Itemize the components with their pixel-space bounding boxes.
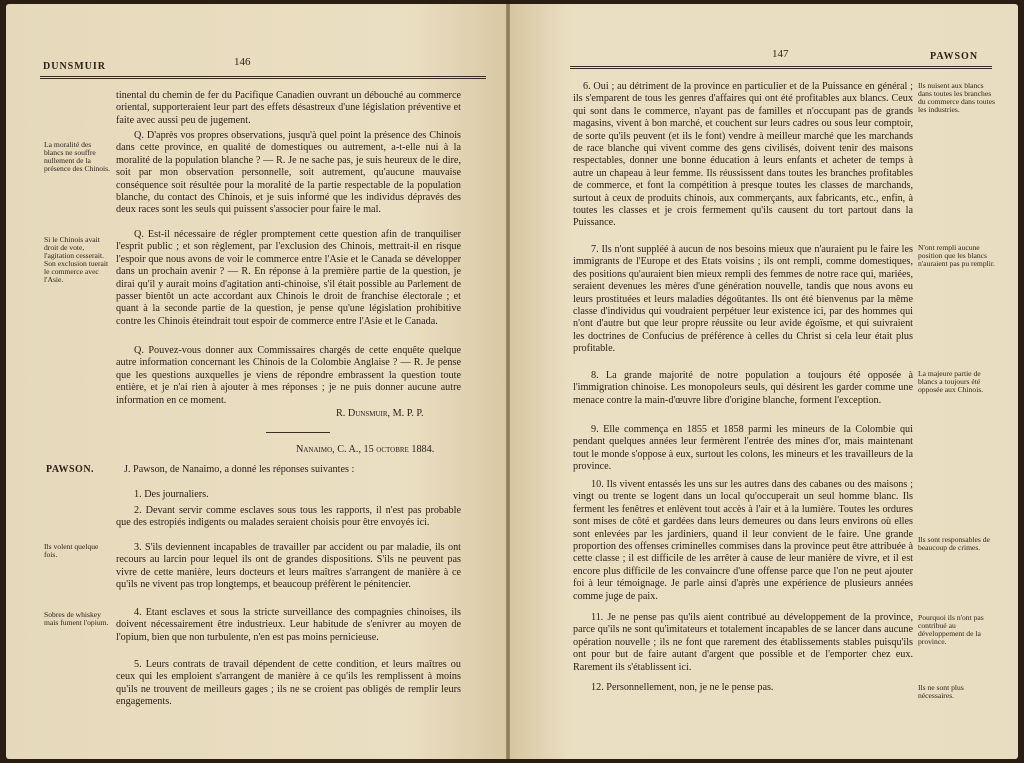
margin-note: Si le Chinois avait droit de vote, l'agitation cesserait. Son exclusion tuerait le commerce avec l'Asie. — [44, 235, 109, 284]
answer-8: 8. La grande majorité de notre population a toujours été opposée à l'immigration chinoise. Les monopoleurs seuls, qui désirent les garder comme une menace contre la main-d'œuvre libre d'origine blanche, forment l'exception. — [573, 370, 913, 406]
answer-7: 7. Ils n'ont suppléé à aucun de nos besoins mieux que n'auraient pu le faire les immigrants de l'Europe et des Etats voisins ; ils ont rempli, comme domestiques, des positions qu'auraient bien mieux rempli des femmes de notre race qui, mariées, seraient devenues les mères d'une génération nouvelle, tandis que nous avons eu leurs prostituées et leurs maladies dégoûtantes. Ils ont été bienvenus par la même classe d'individus qui voudraient perpétuer leur existence ici, par des hommes qui n'ont d'autre but que leur propre réussite ou leur avide égoïsme, et qui suivraient les doctrines de Confucius de préférence à celles du Christ si cela leur était plus profitable. — [573, 244, 913, 355]
margin-note: N'ont rempli aucune position que les blancs n'auraient pas pu remplir. — [918, 243, 995, 268]
left-page — [6, 4, 506, 759]
margin-note: Pourquoi ils n'ont pas contribué au développement de la province. — [918, 613, 984, 646]
answer-6: 6. Oui ; au détriment de la province en particulier et de la Puissance en général ; ils s'emparent de tous les genres d'affaires qui ont été profitables aux blancs. Ceux qui sont dans le commerce, n'ayant pas de familles et n'occupant pas de grands magasins, vivent à bon marché, et couchent sur leurs cadres ou sous leur comptoir, de sorte qu'ils peuvent (et ils le font) vendre à meilleur marché que les marchands de race blanche qui vivent comme des gens civilisés, doivent tenir des maisons respectables, donner une bonne éducation à leurs enfants et acheter de temps à autre un chapeau à leur femme. Ils réussissent dans toutes les branches profitables de commerce, et font la compétition à presque toutes les classes de marchands, surtout à ceux de produits chinois, aux commerçants, aux fabricants, etc., enfin, à toutes les classes et je crois fermement qu'ils causent du tort partout dans la Puissance. — [573, 81, 913, 229]
answer-12: 12. Personnellement, non, je ne le pense pas. — [591, 682, 774, 693]
answer-11: 11. Je ne pense pas qu'ils aient contribué au développement de la province, parce qu'ils ne sont qu'imitateurs et totalement incapables de se lancer dans aucune opération nouvelle ; ils ne font que rarement des établissements stables puisqu'ils ont pour but de faire autant d'argent que possible et de l'emporter chez eux. Rarement ils s'établissent ici. — [573, 612, 913, 673]
paragraph: J. Pawson, de Nanaimo, a donné les réponses suivantes : — [124, 464, 355, 475]
section-divider — [266, 432, 330, 433]
running-head-right: PAWSON — [930, 51, 979, 62]
margin-note: Sobres de whiskey mais fument l'opium. — [44, 610, 109, 627]
answer-9: 9. Elle commença en 1855 et 1858 parmi les mineurs de la Colombie qui pendant quelques années leur fermèrent l'entrée des mines d'or, mais maintenant tout le monde s'oppose à eux, surtout les colons, les mineurs et les travailleurs de la province. — [573, 424, 913, 473]
margin-note: Ils sont responsables de beaucoup de crimes. — [918, 535, 990, 552]
answer-1: 1. Des journaliers. — [134, 489, 209, 500]
answer-4: 4. Etant esclaves et sous la stricte surveillance des compagnies chinoises, ils doivent nécessairement être industrieux. Leur habitude de s'enivrer au moyen de l'opium, bien que non turbulente, n'en est pas moins pernicieuse. — [116, 607, 461, 643]
margin-note: La majeure partie de blancs a toujours été opposée aux Chinois. — [918, 369, 984, 394]
margin-note: Ils volent quelque fois. — [44, 542, 99, 559]
running-head-left: DUNSMUIR — [43, 61, 106, 72]
margin-note: La moralité des blancs ne souffre nullement de la présence des Chinois. — [44, 140, 111, 173]
paragraph: tinental du chemin de fer du Pacifique Canadien ouvrant un débouché au commerce oriental, supporteraient leur part des effets désastreux d'une législation préventive et faite avec aussi peu de jugement. — [116, 90, 461, 126]
margin-note: Ils nuisent aux blancs dans toutes les branches du commerce dans toutes les industries. — [918, 81, 995, 114]
page-number-left: 146 — [234, 56, 251, 68]
margin-note: Ils ne sont plus nécessaires. — [918, 683, 964, 700]
paragraph: Q. D'après vos propres observations, jusqu'à quel point la présence des Chinois dans cette province, en qualité de domestiques ou autrement, a-t-elle nui à la moralité de la population blanche ? — R. Je ne sache pas, je suis heureux de le dire, soit par mon observation personnelle, soit autrement, qu'aucune mauvaise conséquence soit résultée pour la moralité de la partie respectable de la population blanche, du contact des Chinois, et je suis informé que les individus dépravés des deux races sont les seuls qui puissent s'associer pour faire le mal. — [116, 130, 461, 216]
speaker-label: PAWSON. — [46, 464, 95, 475]
right-page — [510, 4, 1018, 759]
header-rule — [40, 76, 486, 79]
answer-5: 5. Leurs contrats de travail dépendent de cette condition, et leurs maîtres ou ceux qui les emploient s'arrangent de manière à ce qu'ils les remplissent à moins qu'ils ne trouvent de meilleurs gages ; ils ne se croient pas obligés de remplir leurs engagements. — [116, 659, 461, 708]
answer-10: 10. Ils vivent entassés les uns sur les autres dans des cabanes ou des maisons ; vingt ou trente se logent dans un local qu'occuperait un seul homme blanc. Ils ferment les fenêtres et enlèvent tout accès à l'air et à la lumière. Toutes les ordures sont mises de côté et gardées dans leurs demeures ou dans leurs environs où elles sont enlevées par les jardiniers, quand il leur convient de le faire. Une grande proportion des offenses criminelles commises dans la province peut être attribuée à cette classe ; il est difficile de les arrêter à cause de leur manière de vivre, et il est encore plus difficile de les convaincre d'une offense parce que l'on ne peut ajouter foi à leur témoignage. Je parle ainsi d'après une expérience de plusieurs années comme juge de paix. — [573, 479, 913, 602]
paragraph: Q. Pouvez-vous donner aux Commissaires chargés de cette enquête quelque autre information concernant les Chinois de la Colombie Anglaise ? — R. Je pense que les questions auxquelles je viens de répondre embrassent la question toute entière, et je n'ai rien à ajouter à mes réponses ; je ne puis donner aucune autre information en ce moment. — [116, 345, 461, 406]
signature: R. Dunsmuir, M. P. P. — [336, 408, 424, 419]
answer-2: 2. Devant servir comme esclaves sous tous les rapports, il n'est pas probable que des estropiés indigents ou malades seraient choisis pour être envoyés ici. — [116, 505, 461, 529]
page-number-right: 147 — [772, 48, 789, 60]
paragraph: Q. Est-il nécessaire de régler promptement cette question afin de tranquiliser l'esprit public ; et son règlement, par l'exclusion des Chinois, mettrait-il en risque l'espoir que nous avons de voir le commerce entre l'Asie et le Canada se développer dans un prochain avenir ? — R. En réponse à la première partie de la question, je dirai qu'il y aurait moins d'agitation anti-chinoise, s'il était possible au Parlement de passer bientôt un acte accordant aux Chinois le droit de franchise électorale ; et quant à la seconde partie de la question, je pense qu'une législation prohibitive contre les Chinois éteindrait tout espoir de commerce entre l'Asie et le Canada. — [116, 229, 461, 327]
answer-3: 3. S'ils deviennent incapables de travailler par accident ou par maladie, ils ont recours au larcin pour lequel ils ont de grandes dispositions. S'ils ne peuvent pas vivre de cette manière, leurs docteurs et leurs maîtres s'arrangent de manière à ce qu'ils ne vivent pas trop longtemps, et beaucoup préfèrent le pénitencier. — [116, 542, 461, 591]
place-date: Nanaimo, C. A., 15 octobre 1884. — [296, 444, 435, 455]
header-rule — [570, 66, 992, 69]
